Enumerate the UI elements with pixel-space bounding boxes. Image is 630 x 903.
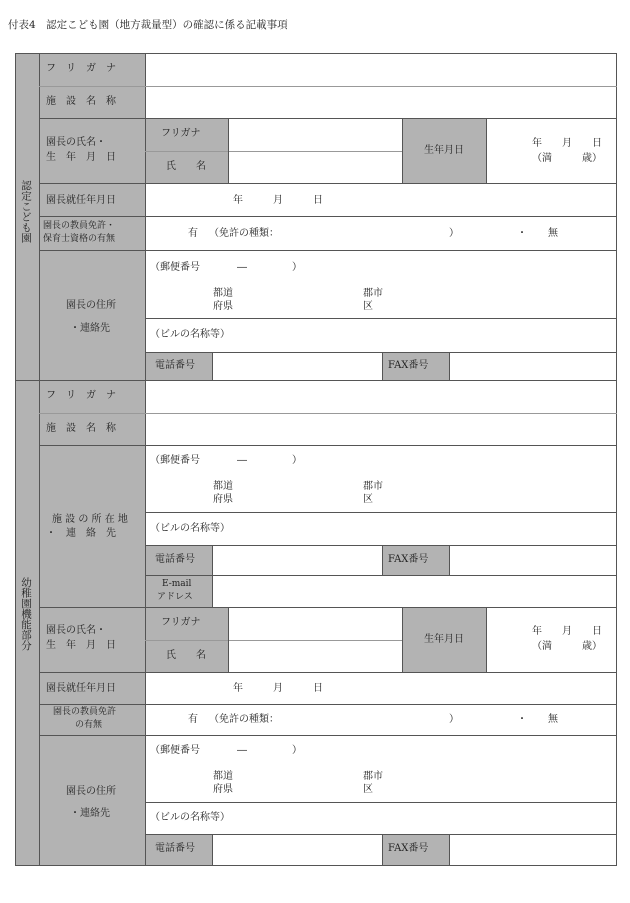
furigana-label: フ リ ガ ナ — [46, 63, 116, 74]
shimei-label: 氏 名 — [166, 650, 206, 661]
furigana-label: フ リ ガ ナ — [46, 390, 116, 401]
postal-close: ） — [292, 745, 302, 756]
fax-label: FAX番号 — [388, 554, 429, 565]
license-label-l1: 園長の教員免許 — [53, 707, 117, 717]
postal-label: （郵便番号 — [150, 262, 200, 273]
license-label-l1: 園長の教員免許・ — [43, 221, 116, 231]
license-label-l2: の有無 — [75, 720, 103, 730]
phone-label: 電話番号 — [155, 554, 195, 565]
todofuken-label-2: 府県 — [213, 301, 233, 312]
birthdate-age: （満 歳） — [532, 153, 602, 164]
postal-close: ） — [292, 455, 302, 466]
appointment-date-label: 園長就任年月日 — [46, 683, 116, 694]
furigana-small-label: フリガナ — [161, 617, 201, 628]
gunshi-label: 郡市 — [363, 288, 383, 299]
todofuken-label: 都道 — [213, 288, 233, 299]
license-close: ） — [449, 714, 459, 725]
director-name-label: 園長の氏名・ — [46, 625, 106, 636]
building-label: （ビルの名称等） — [150, 812, 230, 823]
license-dot: ・ — [517, 228, 527, 239]
appointment-date-value: 年 月 日 — [233, 195, 323, 206]
email-address-label: アドレス — [157, 592, 193, 602]
postal-label: （郵便番号 — [150, 455, 200, 466]
todofuken-label-2: 府県 — [213, 784, 233, 795]
building-label: （ビルの名称等） — [150, 329, 230, 340]
birthdate-label: 生年月日 — [424, 633, 464, 645]
director-birthdate-label: 生 年 月 日 — [46, 640, 116, 651]
furigana-small-label: フリガナ — [161, 128, 201, 139]
license-yes: 有 — [188, 228, 198, 239]
facility-name-label: 施 設 名 称 — [46, 96, 116, 107]
postal-label: （郵便番号 — [150, 745, 200, 756]
location-label: 施 設 の 所 在 地 — [52, 514, 128, 525]
address-label: 園長の住所 — [66, 300, 116, 311]
gunshi-label: 郡市 — [363, 481, 383, 492]
gunshi-label: 郡市 — [363, 771, 383, 782]
license-dot: ・ — [517, 714, 527, 725]
appointment-date-label: 園長就任年月日 — [46, 195, 116, 206]
page-title: 付表4 認定こども園（地方裁量型）の確認に係る記載事項 — [8, 19, 288, 31]
fax-label: FAX番号 — [388, 843, 429, 854]
appointment-date-value: 年 月 日 — [233, 683, 323, 694]
director-birthdate-label: 生 年 月 日 — [46, 152, 116, 163]
postal-dash: ― — [237, 745, 247, 756]
birthdate-label: 生年月日 — [424, 144, 464, 156]
facility-name-label: 施 設 名 称 — [46, 423, 116, 434]
phone-label: 電話番号 — [155, 360, 195, 371]
fax-label: FAX番号 — [388, 360, 429, 371]
phone-label: 電話番号 — [155, 843, 195, 854]
license-yes: 有 — [188, 714, 198, 725]
section-side-label: 認定こども園 — [20, 180, 32, 243]
todofuken-label: 都道 — [213, 771, 233, 782]
postal-dash: ― — [237, 262, 247, 273]
gunshi-label-2: 区 — [363, 494, 373, 505]
birthdate-ymd: 年 月 日 — [532, 626, 602, 637]
location-contact-label: ・ 連 絡 先 — [46, 528, 116, 539]
license-kind: （免許の種類： — [209, 228, 279, 239]
address-label: 園長の住所 — [66, 786, 116, 797]
gunshi-label-2: 区 — [363, 301, 373, 312]
todofuken-label-2: 府県 — [213, 494, 233, 505]
contact-label: ・連絡先 — [70, 808, 110, 819]
director-name-label: 園長の氏名・ — [46, 137, 106, 148]
postal-dash: ― — [237, 455, 247, 466]
building-label: （ビルの名称等） — [150, 523, 230, 534]
birthdate-age: （満 歳） — [532, 641, 602, 652]
birthdate-ymd: 年 月 日 — [532, 138, 602, 149]
license-no: 無 — [548, 714, 558, 725]
license-label-l2: 保育士資格の有無 — [43, 234, 116, 244]
email-label: E-mail — [162, 579, 192, 589]
todofuken-label: 都道 — [213, 481, 233, 492]
postal-close: ） — [292, 262, 302, 273]
shimei-label: 氏 名 — [166, 161, 206, 172]
contact-label: ・連絡先 — [70, 323, 110, 334]
license-kind: （免許の種類： — [209, 714, 279, 725]
gunshi-label-2: 区 — [363, 784, 373, 795]
license-close: ） — [449, 228, 459, 239]
section-side-label: 幼稚園機能部分 — [20, 577, 32, 651]
license-no: 無 — [548, 228, 558, 239]
